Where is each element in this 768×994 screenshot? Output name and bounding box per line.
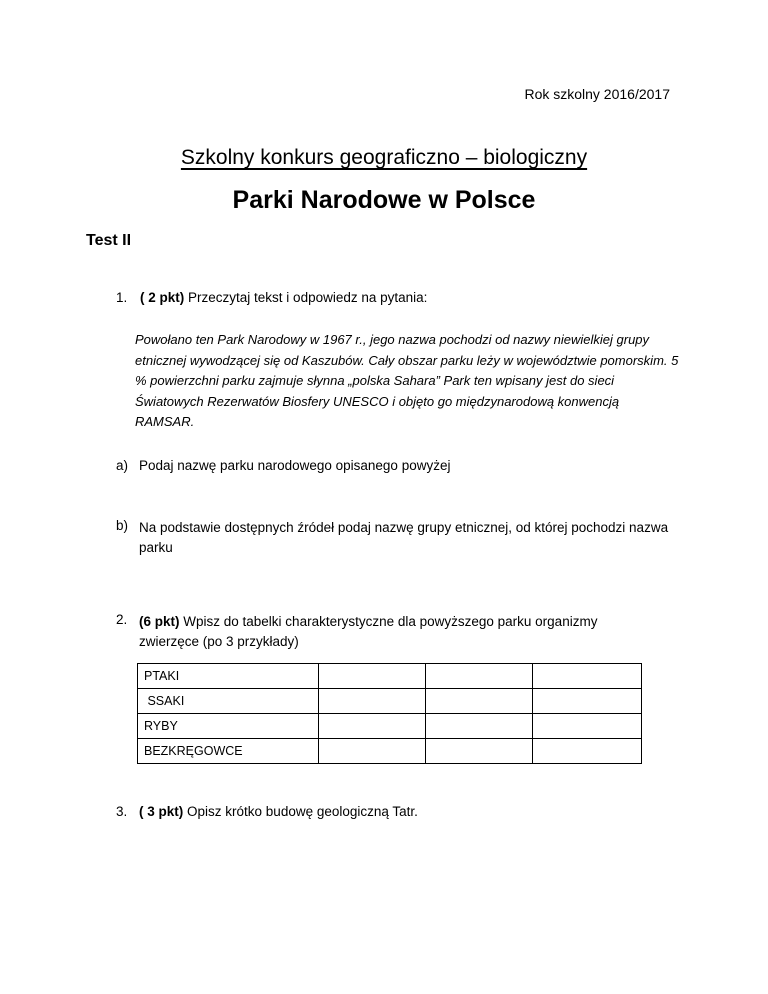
answer-cell[interactable] <box>533 739 642 764</box>
question-3-instruction <box>139 804 418 819</box>
question-2-instruction <box>139 612 659 652</box>
answer-cell[interactable] <box>426 664 533 689</box>
row-label-fish: RYBY <box>138 714 319 739</box>
school-year: Rok szkolny 2016/2017 <box>524 86 670 102</box>
question-1-instruction <box>140 290 427 305</box>
row-label-invertebrates: BEZKRĘGOWCE <box>138 739 319 764</box>
question-2-instruction-text: Wpisz do tabelki charakterystyczne dla powyższego parku organizmy zwierzęce (po 3 przykłady) <box>139 614 598 649</box>
answer-cell[interactable] <box>426 739 533 764</box>
question-1-instruction-text: Przeczytaj tekst i odpowiedz na pytania: <box>188 290 428 305</box>
answer-cell[interactable] <box>319 739 426 764</box>
row-label-mammals: SSAKI <box>138 689 319 714</box>
sub-question-a-letter: a) <box>116 458 129 473</box>
contest-title: Szkolny konkurs geograficzno – biologiczny <box>180 146 588 169</box>
answer-cell[interactable] <box>319 714 426 739</box>
question-1-passage: Powołano ten Park Narodowy w 1967 r., jego nazwa pochodzi od nazwy niewielkiej grupy etnicznej wywodzącej się od Kaszubów. Cały obszar parku leży w województwie pomorskim. 5 % powierzchni parku zajmuje słynna „polska Sahara” Park ten wpisany jest do sieci Światowych Rezerwatów Biosfery UNESCO i objęto go międzynarodową konwencją RAMSAR. <box>135 332 679 429</box>
sub-question-a-text: Podaj nazwę parku narodowego opisanego powyżej <box>139 458 451 473</box>
fauna-table <box>137 663 642 764</box>
answer-cell[interactable] <box>533 664 642 689</box>
page-title: Parki Narodowe w Polsce <box>232 186 536 214</box>
answer-cell[interactable] <box>319 689 426 714</box>
question-3-points: ( 3 pkt) <box>139 804 184 819</box>
question-2-points: (6 pkt) <box>139 614 180 629</box>
question-2-number: 2. <box>116 612 128 627</box>
answer-cell[interactable] <box>533 714 642 739</box>
table-row <box>138 714 642 739</box>
sub-question-b-letter: b) <box>116 518 129 533</box>
sub-question-b-text: Na podstawie dostępnych źródeł podaj nazwę grupy etnicznej, od której pochodzi nazwa parku <box>139 520 669 555</box>
answer-cell[interactable] <box>426 714 533 739</box>
table-row <box>138 739 642 764</box>
table-row <box>138 664 642 689</box>
test-label: Test II <box>86 232 132 249</box>
answer-cell[interactable] <box>319 664 426 689</box>
answer-cell[interactable] <box>426 689 533 714</box>
answer-cell[interactable] <box>533 689 642 714</box>
row-label-birds: PTAKI <box>138 664 319 689</box>
question-1-points: ( 2 pkt) <box>140 290 185 305</box>
table-row <box>138 689 642 714</box>
question-1-number: 1. <box>116 290 128 305</box>
question-3-number: 3. <box>116 804 128 819</box>
question-3-instruction-text: Opisz krótko budowę geologiczną Tatr. <box>187 804 418 819</box>
